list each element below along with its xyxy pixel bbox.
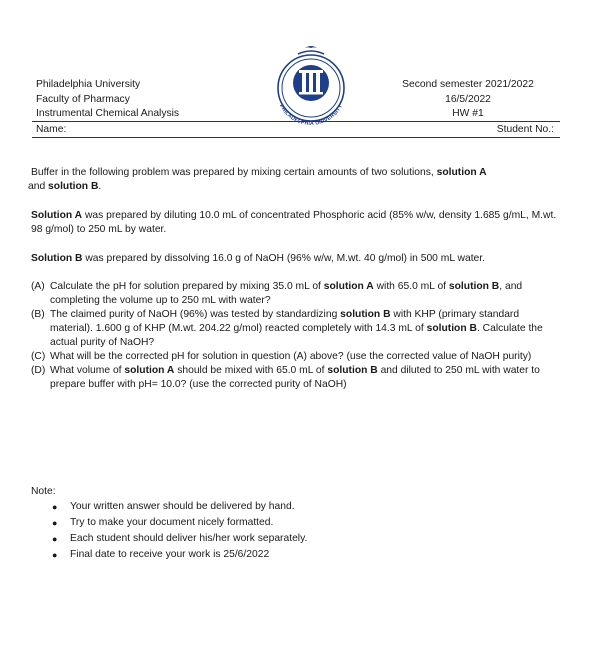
solution-a-label: Solution A [31, 210, 83, 221]
semester: Second semester 2021/2022 [402, 79, 534, 90]
question-list [31, 280, 561, 392]
question-label: (D) [31, 365, 46, 376]
question-text: Calculate the pH for solution prepared by mixing 35.0 mL of solution A with 65.0 mL of solution B, and completing the volume up to 250 mL with water? [50, 281, 523, 306]
intro-text-and: and [28, 181, 49, 192]
solution-b-paragraph [31, 252, 561, 266]
note-item [52, 548, 452, 564]
note-label: Note: [31, 486, 56, 497]
question-text: The claimed purity of NaOH (96%) was tested by standardizing solution B with KHP (primary standard material). 1.600 g of KHP (M.wt. 204.22 g/mol) reacted completely with 14.3 mL of solution B. Calculate the actual purity of NaOH? [50, 309, 543, 348]
intro-text: Buffer in the following problem was prepared by mixing certain amounts of two solutions, [31, 167, 437, 178]
logo-text: PHILADELPHIA UNIVERSITY [277, 103, 345, 126]
question-a [31, 280, 561, 308]
intro-period: . [98, 181, 102, 192]
note-item [52, 500, 452, 516]
name-label: Name: [36, 124, 67, 135]
question-text: What will be the corrected pH for solution in question (A) above? (use the corrected value of NaOH purity) [50, 351, 532, 362]
note-text: Final date to receive your work is 25/6/2022 [70, 549, 270, 560]
question-label: (A) [31, 281, 45, 292]
bullet-icon: ● [52, 518, 58, 528]
solution-b-text: was prepared by dissolving 16.0 g of NaOH (96% w/w, M.wt. 40 g/mol) in 500 mL water. [82, 253, 486, 264]
question-label: (B) [31, 309, 45, 320]
date: 16/5/2022 [445, 93, 491, 105]
intro-paragraph [28, 166, 561, 194]
intro-solution-b: solution B [48, 181, 99, 192]
course-name: Instrumental Chemical Analysis [36, 108, 180, 119]
note-text: Your written answer should be delivered by hand. [70, 501, 295, 512]
note-item [52, 532, 452, 548]
question-label: (C) [31, 351, 46, 362]
bullet-icon: ● [52, 534, 58, 544]
note-item [52, 516, 452, 532]
header-right [378, 78, 558, 122]
header-rule-bottom [32, 137, 560, 138]
faculty-name: Faculty of Pharmacy [36, 93, 130, 105]
question-text: What volume of solution A should be mixed with 65.0 mL of solution B and diluted to 250 mL with water to prepare buffer with pH= 10.0? (use the corrected purity of NaOH) [50, 365, 540, 390]
header-rule-top [32, 121, 560, 122]
solution-a-text: was prepared by diluting 10.0 mL of concentrated Phosphoric acid (85% w/w, density 1.685 g/mL, M.wt. 98 g/mol) to 250 mL by water. [31, 210, 557, 235]
question-d [31, 364, 561, 392]
bullet-icon: ● [52, 550, 58, 560]
note-text: Try to make your document nicely formatted. [70, 517, 274, 528]
header-left [36, 78, 206, 122]
bullet-icon: ● [52, 502, 58, 512]
intro-solution-a: solution A [436, 167, 487, 178]
question-b [31, 308, 561, 350]
homework-number: HW #1 [452, 108, 484, 119]
note-list [52, 500, 452, 564]
university-name: Philadelphia University [36, 79, 141, 90]
note-text: Each student should deliver his/her work separately. [70, 533, 308, 544]
svg-text:PHILADELPHIA UNIVERSITY [278, 103, 344, 126]
university-logo [262, 40, 360, 126]
question-c [31, 350, 561, 364]
solution-b-label: Solution B [31, 253, 83, 264]
solution-a-paragraph [31, 209, 561, 237]
student-number-label: Student No.: [496, 124, 554, 135]
